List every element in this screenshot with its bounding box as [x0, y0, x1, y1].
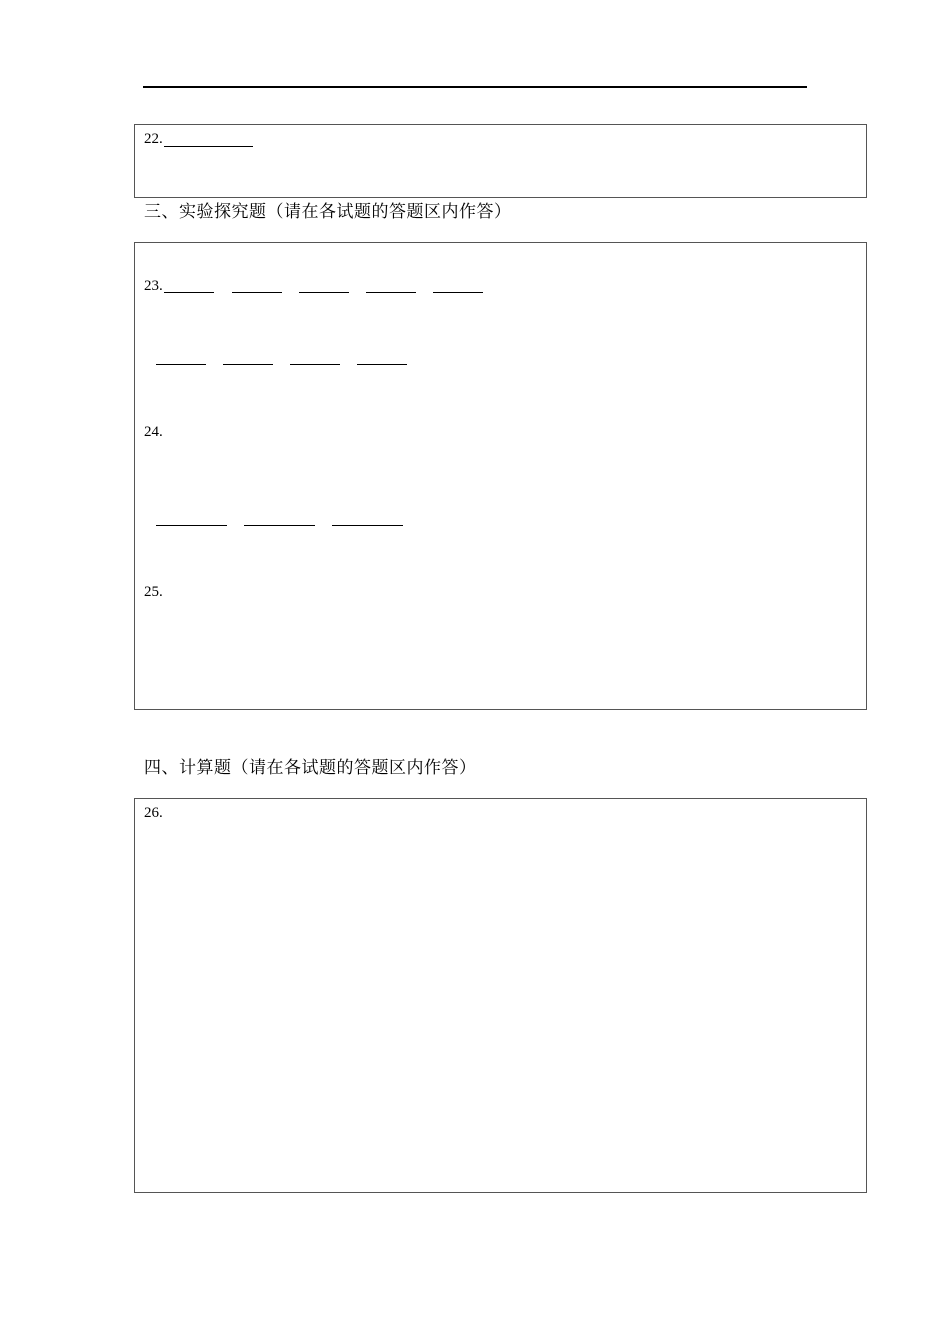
- answer-blank-23-6[interactable]: [156, 364, 206, 365]
- header-rule: [143, 86, 807, 88]
- answer-blank-23-7[interactable]: [223, 364, 273, 365]
- answer-box-26[interactable]: [134, 798, 867, 1193]
- answer-blank-24-1[interactable]: [156, 525, 227, 526]
- answer-blank-23-5[interactable]: [433, 292, 483, 293]
- answer-blank-23-2[interactable]: [232, 292, 282, 293]
- answer-blank-23-9[interactable]: [357, 364, 407, 365]
- answer-box-22: [134, 124, 867, 198]
- answer-blank-23-3[interactable]: [299, 292, 349, 293]
- answer-blank-23-1[interactable]: [164, 292, 214, 293]
- question-number-23: 23.: [144, 278, 163, 294]
- question-number-24: 24.: [144, 424, 163, 440]
- answer-blank-23-4[interactable]: [366, 292, 416, 293]
- question-number-26: 26.: [144, 805, 163, 821]
- question-number-22: 22.: [144, 131, 163, 147]
- answer-blank-24-2[interactable]: [244, 525, 315, 526]
- answer-blank-24-3[interactable]: [332, 525, 403, 526]
- answer-blank-23-8[interactable]: [290, 364, 340, 365]
- section-4-heading: 四、计算题（请在各试题的答题区内作答）: [144, 758, 477, 778]
- section-3-heading: 三、实验探究题（请在各试题的答题区内作答）: [144, 202, 512, 222]
- answer-blank-22[interactable]: [164, 146, 253, 147]
- question-number-25: 25.: [144, 584, 163, 600]
- answer-box-section-3: [134, 242, 867, 710]
